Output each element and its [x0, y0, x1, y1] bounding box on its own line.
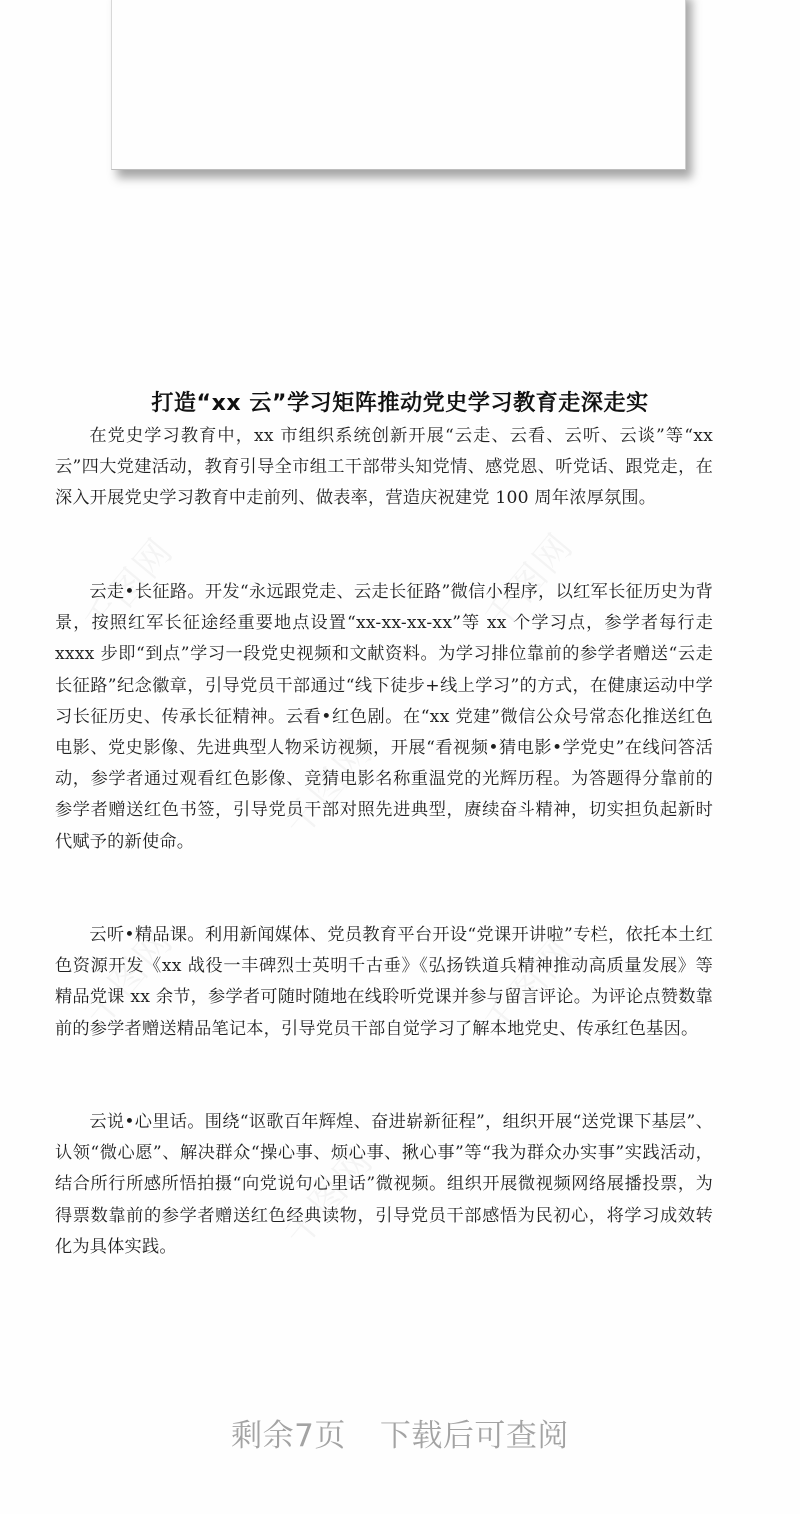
watermark: 千图网	[276, 730, 382, 845]
watermark: 千图网	[76, 920, 182, 1035]
watermark: 千图网	[276, 1140, 382, 1255]
paragraph-cloud-talk	[55, 1107, 713, 1263]
paragraph-intro	[55, 421, 713, 515]
watermark: 千图网	[476, 930, 582, 1045]
paragraph-text: 在党史学习教育中，xx 市组织系统创新开展“云走、云看、云听、云谈”等“xx 云”四大党建活动，教育引导全市组工干部带头知党情、感党恩、听党话、跟党走，在深入开展党史学习教育中走前列、做表率，营造庆祝建党 100 周年浓厚氛围。	[55, 426, 713, 509]
document-title: 打造“xx 云”学习矩阵推动党史学习教育走深走实	[151, 390, 649, 416]
watermark: 千图网	[76, 530, 182, 645]
remaining-pages-label: 剩余7页	[231, 1418, 346, 1454]
watermark: 千图网	[476, 525, 582, 640]
paragraph-text: 云说•心里话。围绕“讴歌百年辉煌、奋进崭新征程”，组织开展“送党课下基层”、认领“微心愿”、解决群众“操心事、烦心事、揪心事”等“我为群众办实事”实践活动，结合所行所感所悟拍摄“向党说句心里话”微视频。组织开展微视频网络展播投票，为得票数靠前的参学者赠送红色经典读物，引导党员干部感悟为民初心，将学习成效转化为具体实践。	[55, 1112, 713, 1257]
paragraph-cloud-listen	[55, 920, 713, 1045]
download-hint-label: 下载后可查阅	[379, 1418, 569, 1454]
paragraph-text: 云听•精品课。利用新闻媒体、党员教育平台开设“党课开讲啦”专栏，依托本土红色资源开发《xx 战役一丰碑烈士英明千古垂》《弘扬铁道兵精神推动高质量发展》等精品党课 xx 余节，参学者可随时随地在线聆听党课并参与留言评论。为评论点赞数靠前的参学者赠送精品笔记本，引导党员干部自觉学习了解本地党史、传承红色基因。	[55, 925, 713, 1039]
paragraph-cloud-walk	[55, 577, 713, 858]
download-prompt[interactable]	[0, 1410, 800, 1455]
paragraph-text: 云走•长征路。开发“永远跟党走、云走长征路”微信小程序，以红军长征历史为背景，按照红军长征途经重要地点设置“xx-xx-xx-xx”等 xx 个学习点，参学者每行走 xxxx 步即“到点”学习一段党史视频和文献资料。为学习排位靠前的参学者赠送“云走长征路”纪念徽章，引导党员干部通过“线下徒步+线上学习”的方式，在健康运动中学习长征历史、传承长征精神。云看•红色剧。在“xx 党建”微信公众号常态化推送红色电影、党史影像、先进典型人物采访视频，开展“看视频•猜电影•学党史”在线问答活动，参学者通过观看红色影像、竞猜电影名称重温党的光辉历程。为答题得分靠前的参学者赠送红色书签，引导党员干部对照先进典型，赓续奋斗精神，切实担负起新时代赋予的新使命。	[55, 582, 713, 852]
